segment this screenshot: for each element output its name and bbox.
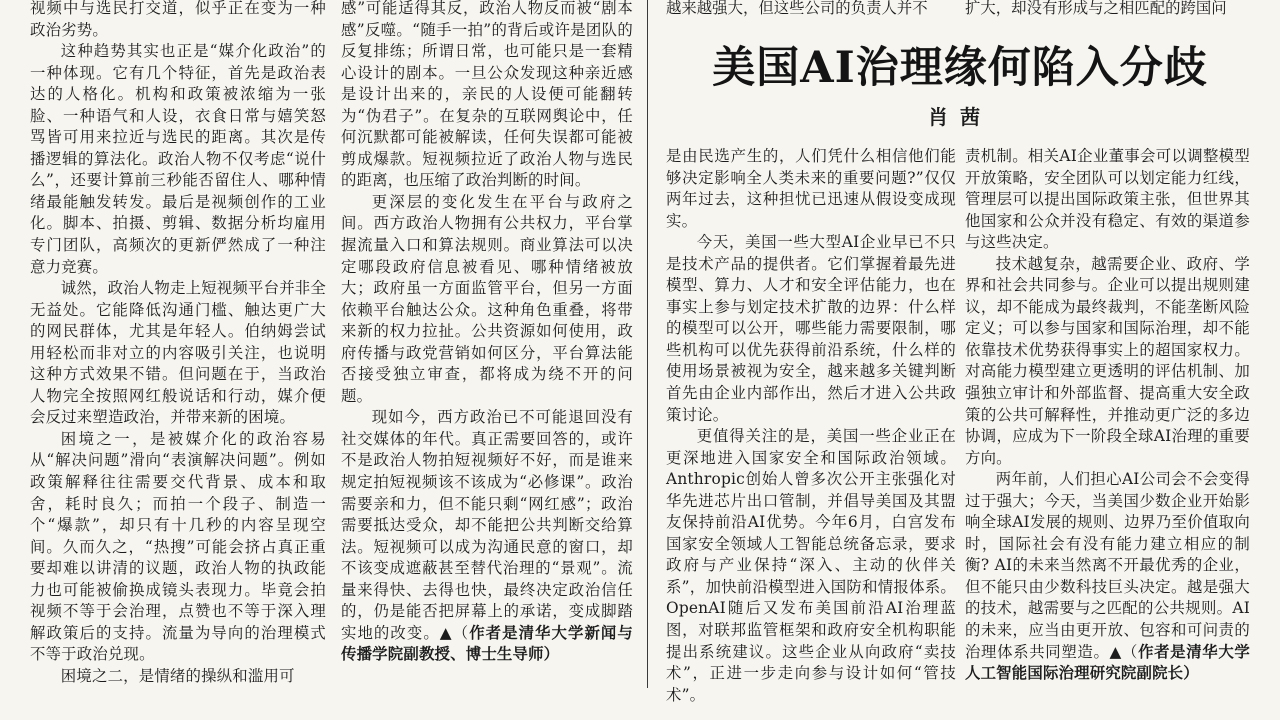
paragraph: 更深层的变化发生在平台与政府之间。西方政治人物拥有公共权力，平台掌握流量入口和算法规则。商业算法可以决定哪段政府信息被看见、哪种情绪被放大；政府虽一方面监管平台，但另一方面依赖平台触达公众。这种角色重叠，将带来新的权力拉扯。公共资源如何使用，政府传播与政党营销如何区分，平台算法能否接受独立审查，都将成为绕不开的问题。 [341,192,633,405]
column-3-top-line: 越来越强大，但这些公司的负责人并不 [666,0,928,17]
paragraph: 现如今，西方政治已不可能退回没有社交媒体的年代。真正需要回答的，或许不是政治人物拍短视频好不好，而是谁来规定拍短视频该不该成为“必修课”。政治需要亲和力，但不能只剩“网红感”；政治需要抵达受众，却不能把公共判断交给算法。短视频可以成为沟通民意的窗口，却不该变成遮蔽甚至替代治理的“景观”。流量来得快、去得也快，最终决定政治信任的，仍是能否把屏幕上的承诺，变成脚踏实地的改变。▲（ [341,408,633,642]
paragraph: 责机制。相关AI企业董事会可以调整模型开放策略，安全团队可以划定能力红线，管理层可以提出国际政策主张，但世界其他国家和公众并没有稳定、有效的渠道参与这些决定。 [965,147,1250,252]
paragraph-with-author-note [341,407,633,666]
paragraph: 两年前，人们担心AI公司会不会变得过于强大；今天，当美国少数企业开始影响全球AI发展的规则、边界乃至价值取向时，国际社会有没有能力建立相应的制衡? AI的未来当然离不开最优秀的企业，但不能只由少数科技巨头决定。越是强大的技术，越需要与之匹配的公共规则。AI的未来，应当由更开放、包容和可问责的治理体系共同塑造。▲（ [965,470,1250,661]
article-headline: 美国AI治理缘何陷入分歧 [712,43,1208,93]
paragraph: 是由民选产生的，人们凭什么相信他们能够决定影响全人类未来的重要问题?”仅仅两年过去，这种担忧已迅速从假设变成现实。 [666,147,956,230]
paragraph: 视频中与选民打交道，似乎正在变为一种政治劣势。 [30,0,326,39]
article-column-2 [341,0,633,666]
author-note: 作者是清华大学人工智能国际治理研究院副院长） [965,642,1250,683]
article-column-3 [666,146,956,706]
column-4-top-line: 扩大，却没有形成与之相匹配的跨国问 [965,0,1227,17]
column-divider [647,0,648,688]
paragraph: 困境之一，是被媒介化的政治容易从“解决问题”滑向“表演解决问题”。例如政策解释往往需要交代背景、成本和取舍，耗时良久；而拍一个段子、制造一个“爆款”，却只有十几秒的内容呈现空间。久而久之，“热搜”可能会挤占真正重要却难以讲清的议题，政治人物的执政能力也可能被偷换成镜头表现力。毕竟会拍视频不等于会治理，点赞也不等于深入理解政策后的支持。流量为导向的治理模式不等于政治兑现。 [30,429,326,664]
paragraph: 诚然，政治人物走上短视频平台并非全无益处。它能降低沟通门槛、触达更广大的网民群体，尤其是年轻人。伯纳姆尝试用轻松而非对立的内容吸引关注，也说明这种方式效果不错。但问题在于，当政治人物完全按照网红般说话和行动，媒介便会反过来塑造政治，并带来新的困境。 [30,279,326,427]
paragraph: 感”可能适得其反，政治人物反而被“剧本感”反噬。“随手一拍”的背后或许是团队的反复排练；所谓日常，也可能只是一套精心设计的剧本。一旦公众发现这种亲近感是设计出来的，亲民的人设便可能翻转为“伪君子”。在复杂的互联网舆论中，任何沉默都可能被解读，任何失误都可能被剪成爆款。短视频拉近了政治人物与选民的距离，也压缩了政治判断的时间。 [341,0,633,190]
article-column-4 [965,146,1250,685]
article-byline: 肖茜 [928,105,992,129]
paragraph: 今天，美国一些大型AI企业早已不只是技术产品的提供者。它们掌握着最先进模型、算力、人才和安全评估能力，也在事实上参与划定技术扩散的边界：什么样的模型可以公开，哪些能力需要限制，哪些机构可以优先获得前沿系统，什么样的使用场景被视为安全，越来越多关键判断首先由企业内部作出，然后才进入公共政策讨论。 [666,233,956,424]
article-column-1 [30,0,326,688]
paragraph: 技术越复杂，越需要企业、政府、学界和社会共同参与。企业可以提出规则建议，却不能成为最终裁判，不能垄断风险定义；可以参与国家和国际治理，却不能依靠技术优势获得事实上的超国家权力。对高能力模型建立更透明的评估机制、加强独立审计和外部监督、提高重大安全政策的公共可解释性，并推动更广泛的多边协调，应成为下一阶段全球AI治理的重要方向。 [965,254,1250,467]
paragraph: 这种趋势其实也正是“媒介化政治”的一种体现。它有几个特征，首先是政治表达的人格化。机构和政策被浓缩为一张脸、一种语气和人设，衣食日常与嬉笑怒骂皆可用来拉近与选民的距离。其次是传播逻辑的算法化。政治人物不仅考虑“说什么”，还要计算前三秒能否留住人、哪种情绪最能触发转发。最后是视频创作的工业化。脚本、拍摄、剪辑、数据分析均雇用专门团队，高频次的更新俨然成了一种注意力竞赛。 [30,42,326,276]
paragraph: 困境之二，是情绪的操纵和滥用可 [60,666,295,685]
paragraph: 更值得关注的是，美国一些企业正在更深地进入国家安全和国际政治领域。Anthropic创始人曾多次公开主张强化对华先进芯片出口管制，并倡导美国及其盟友保持前沿AI优势。今年6月，白宫发布国家安全领域人工智能总统备忘录，要求政府与产业保持“深入、主动的伙伴关系”，加快前沿模型进入国防和情报体系。OpenAI随后又发布美国前沿AI治理蓝图，对联邦监管框架和政府安全机构职能提出系统建议。这些企业从向政府“卖技术”，正进一步走向参与设计如何“管技术”。 [666,427,956,704]
author-note: 作者是清华大学新闻与传播学院副教授、博士生导师） [341,623,633,664]
paragraph-with-author-note [965,469,1250,684]
